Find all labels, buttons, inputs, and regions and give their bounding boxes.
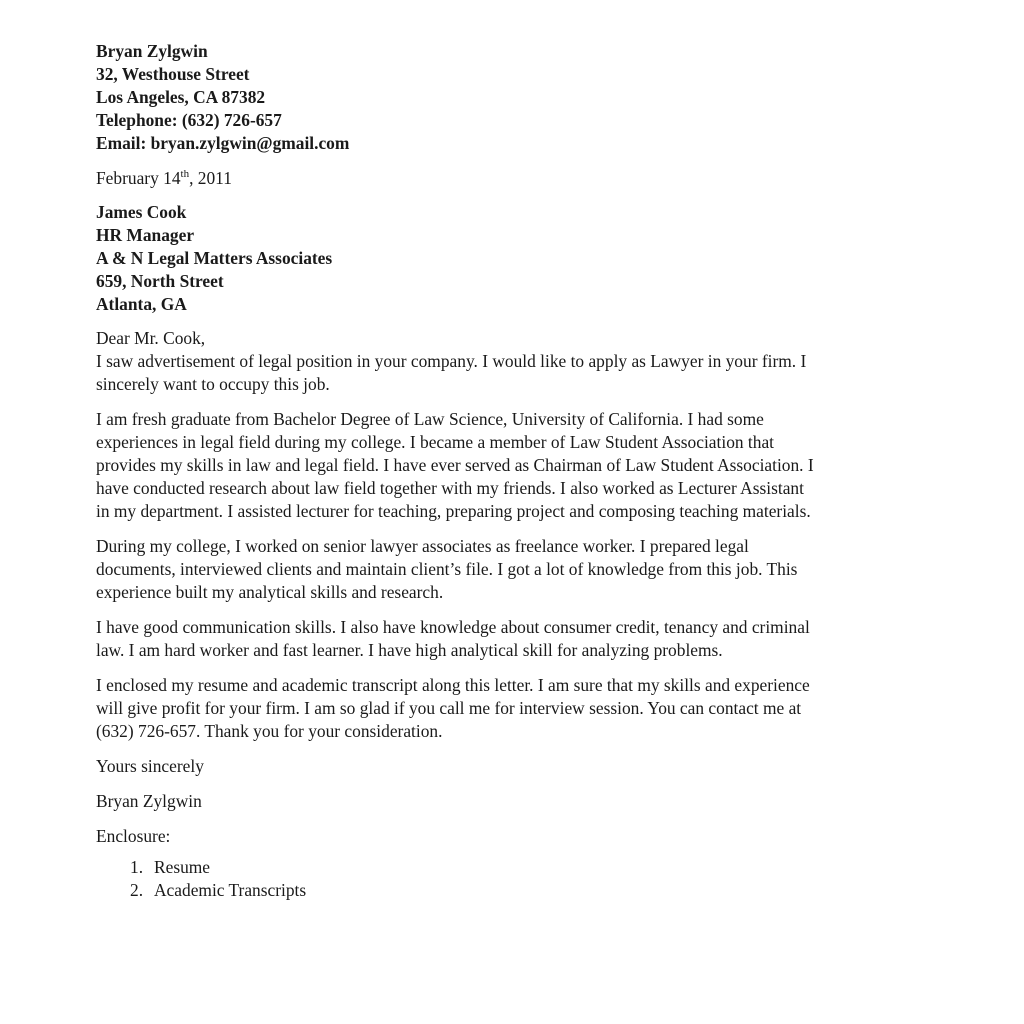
recipient-name: James Cook	[96, 202, 187, 222]
enclosure-item-number: 2.	[130, 880, 144, 900]
enclosure-label: Enclosure:	[96, 826, 171, 846]
enclosure-item-number: 1.	[130, 857, 144, 877]
recipient-title: HR Manager	[96, 225, 195, 245]
paragraph-line: sincerely want to occupy this job.	[96, 374, 330, 394]
paragraph-line: will give profit for your firm. I am so glad if you call me for interview session. You can contact me at	[96, 698, 802, 718]
enclosure-item-text: Academic Transcripts	[154, 880, 307, 900]
paragraph-line: documents, interviewed clients and maintain client’s file. I got a lot of knowledge from this job. This	[96, 559, 798, 579]
body-paragraph-1	[96, 350, 931, 396]
recipient-street: 659, North Street	[96, 271, 224, 291]
enclosure-item-transcripts	[96, 879, 931, 902]
date-suffix: th	[180, 168, 190, 181]
paragraph-line: have conducted research about law field together with my friends. I also worked as Lecturer Assistant	[96, 478, 804, 498]
sender-email: Email: bryan.zylgwin@gmail.com	[96, 133, 350, 153]
sender-address-block	[96, 40, 931, 155]
sender-telephone: Telephone: (632) 726-657	[96, 110, 282, 130]
date-month-day: February 14	[96, 168, 181, 188]
body-paragraph-2	[96, 408, 931, 523]
recipient-city: Atlanta, GA	[96, 294, 187, 314]
sender-city: Los Angeles, CA 87382	[96, 87, 266, 107]
paragraph-line: I saw advertisement of legal position in your company. I would like to apply as Lawyer in your firm. I	[96, 351, 807, 371]
paragraph-line: law. I am hard worker and fast learner. I have high analytical skill for analyzing problems.	[96, 640, 723, 660]
paragraph-line: I have good communication skills. I also have knowledge about consumer credit, tenancy and criminal	[96, 617, 810, 637]
paragraph-line: experience built my analytical skills and research.	[96, 582, 444, 602]
paragraph-line: I enclosed my resume and academic transcript along this letter. I am sure that my skills and experience	[96, 675, 810, 695]
paragraph-line: During my college, I worked on senior lawyer associates as freelance worker. I prepared legal	[96, 536, 749, 556]
paragraph-line: experiences in legal field during my college. I became a member of Law Student Association that	[96, 432, 775, 452]
signature-name: Bryan Zylgwin	[96, 791, 202, 811]
letter-date	[96, 167, 931, 190]
enclosure-item-text: Resume	[154, 857, 211, 877]
recipient-address-block	[96, 201, 931, 316]
enclosure-item-resume	[96, 856, 931, 879]
salutation: Dear Mr. Cook,	[96, 328, 206, 348]
body-paragraph-5	[96, 674, 931, 743]
paragraph-line: provides my skills in law and legal field. I have ever served as Chairman of Law Student Association. I	[96, 455, 814, 475]
paragraph-line: (632) 726-657. Thank you for your consideration.	[96, 721, 443, 741]
date-year: , 2011	[189, 168, 232, 188]
body-paragraph-4	[96, 616, 931, 662]
letter-page	[96, 40, 931, 902]
paragraph-line: I am fresh graduate from Bachelor Degree of Law Science, University of California. I had some	[96, 409, 764, 429]
enclosure-list	[96, 856, 931, 902]
sender-name: Bryan Zylgwin	[96, 41, 208, 61]
recipient-company: A & N Legal Matters Associates	[96, 248, 333, 268]
body-paragraph-3	[96, 535, 931, 604]
closing: Yours sincerely	[96, 756, 204, 776]
sender-street: 32, Westhouse Street	[96, 64, 250, 84]
paragraph-line: in my department. I assisted lecturer for teaching, preparing project and composing teaching materials.	[96, 501, 811, 521]
